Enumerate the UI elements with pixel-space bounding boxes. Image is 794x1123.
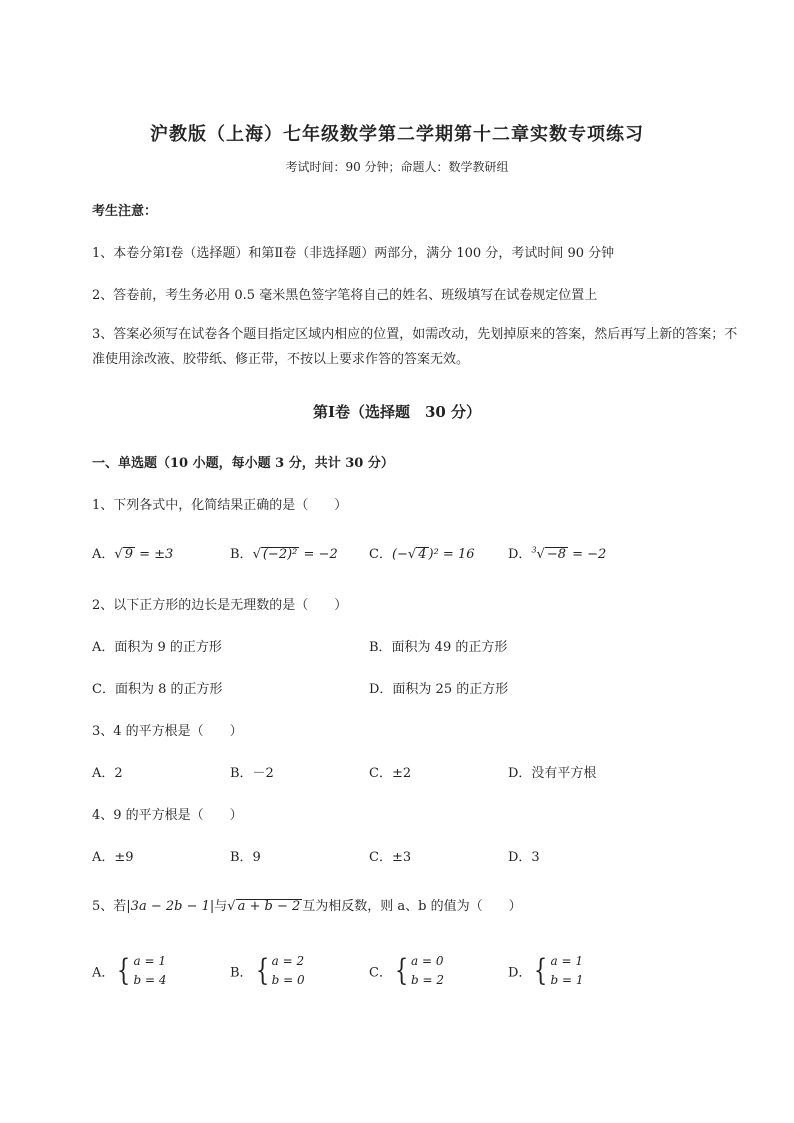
question-4-option-b: B．9 <box>230 850 261 865</box>
option-label: B． <box>230 547 253 562</box>
question-1-option-d: D．$^3$√ −8 = −2 <box>508 545 607 562</box>
question-4-option-a: A．±9 <box>92 850 134 865</box>
question-2-option-d: D．面积为 25 的正方形 <box>369 682 509 697</box>
abs-expression: 3a − 2b − 1 <box>130 899 210 914</box>
notice-item-1: 1、本卷分第Ⅰ卷（选择题）和第Ⅱ卷（非选择题）两部分，满分 100 分，考试时间 90 分钟 <box>92 246 615 261</box>
question-4-stem: 4、9 的平方根是（ ） <box>92 808 243 823</box>
left-brace-icon: { <box>255 953 269 988</box>
system-line-2: b = 0 <box>271 973 305 987</box>
option-label: C． <box>369 965 392 981</box>
stem-suffix: 互为相反数，则 a、b 的值为（ ） <box>302 899 522 914</box>
system-line-2: b = 1 <box>550 973 584 987</box>
question-4-option-d: D．3 <box>508 850 540 865</box>
option-label: D． <box>508 965 532 981</box>
section-title: 第Ⅰ卷（选择题 30 分） <box>312 403 482 421</box>
question-4-option-c: C．±3 <box>369 850 412 865</box>
notice-item-3: 3、答案必须写在试卷各个题目指定区域内相应的位置，如需改动，先划掉原来的答案，然后再写上新的答案；不准使用涂改液、胶带纸、修正带，不按以上要求作答的答案无效。 <box>92 327 738 367</box>
question-3-option-b: B．－2 <box>230 766 274 781</box>
question-1-stem: 1、下列各式中，化简结果正确的是（ ） <box>92 498 348 513</box>
option-rest: = −2 <box>568 547 607 562</box>
notice-item-2: 2、答卷前，考生务必用 0.5 毫米黑色签字笔将自己的姓名、班级填写在试卷规定位置上 <box>92 288 598 303</box>
question-5-option-d <box>508 952 584 990</box>
radicand: 4 <box>418 547 427 562</box>
option-label: B． <box>230 965 253 981</box>
question-2-option-a: A．面积为 9 的正方形 <box>92 640 222 655</box>
part-title: 一、单选题（10 小题，每小题 3 分，共计 30 分） <box>92 456 394 471</box>
option-rest: = ±3 <box>134 547 174 562</box>
stem-prefix: 5、若 <box>92 899 127 914</box>
exam-title: 沪教版（上海）七年级数学第二学期第十二章实数专项练习 <box>150 124 644 145</box>
question-5-option-a <box>92 952 166 990</box>
system-line-1: a = 2 <box>271 954 305 968</box>
question-2-option-c: C．面积为 8 的正方形 <box>92 682 223 697</box>
question-2-option-b: B．面积为 49 的正方形 <box>369 640 508 655</box>
question-5-stem: 5、若|3a − 2b − 1|与√ a + b − 2 互为相反数，则 a、b 的值为（ ） <box>92 899 522 914</box>
system-line-2: b = 2 <box>411 973 445 987</box>
option-label: A． <box>92 965 115 981</box>
option-label: D． <box>508 547 532 562</box>
exam-subtitle: 考试时间：90 分钟；命题人：数学教研组 <box>285 160 509 174</box>
question-3-stem: 3、4 的平方根是（ ） <box>92 724 243 739</box>
system-line-1: a = 1 <box>550 954 584 968</box>
question-2-stem: 2、以下正方形的边长是无理数的是（ ） <box>92 598 348 613</box>
question-5-option-c <box>369 952 444 990</box>
radicand: 9 <box>124 547 133 562</box>
question-3-option-c: C．±2 <box>369 766 412 781</box>
left-brace-icon: { <box>117 953 131 988</box>
stem-mid: 与 <box>214 899 228 914</box>
question-3-option-a: A．2 <box>92 766 123 781</box>
radicand: a + b − 2 <box>237 899 301 914</box>
question-3-option-d: D．没有平方根 <box>508 766 597 781</box>
system-line-1: a = 1 <box>133 954 166 968</box>
question-1-option-b: B．√ (−2)² = −2 <box>230 547 338 562</box>
question-1-option-a: A．√ 9 = ±3 <box>92 547 174 562</box>
question-1-option-c: C．(−√ 4 )² = 16 <box>369 547 475 562</box>
option-pre: (− <box>391 547 408 562</box>
system-line-1: a = 0 <box>411 954 444 968</box>
system-line-2: b = 4 <box>133 973 167 987</box>
option-rest: )² = 16 <box>428 547 475 562</box>
option-label: A． <box>92 547 115 562</box>
root-index: 3 <box>531 545 537 555</box>
notice-heading: 考生注意： <box>92 204 158 219</box>
left-brace-icon: { <box>394 953 409 988</box>
radicand: −8 <box>546 547 566 562</box>
question-5-option-b <box>230 952 305 990</box>
radicand: (−2)² <box>262 547 298 562</box>
option-rest: = −2 <box>299 547 338 562</box>
option-label: C． <box>369 547 392 562</box>
left-brace-icon: { <box>534 953 548 988</box>
